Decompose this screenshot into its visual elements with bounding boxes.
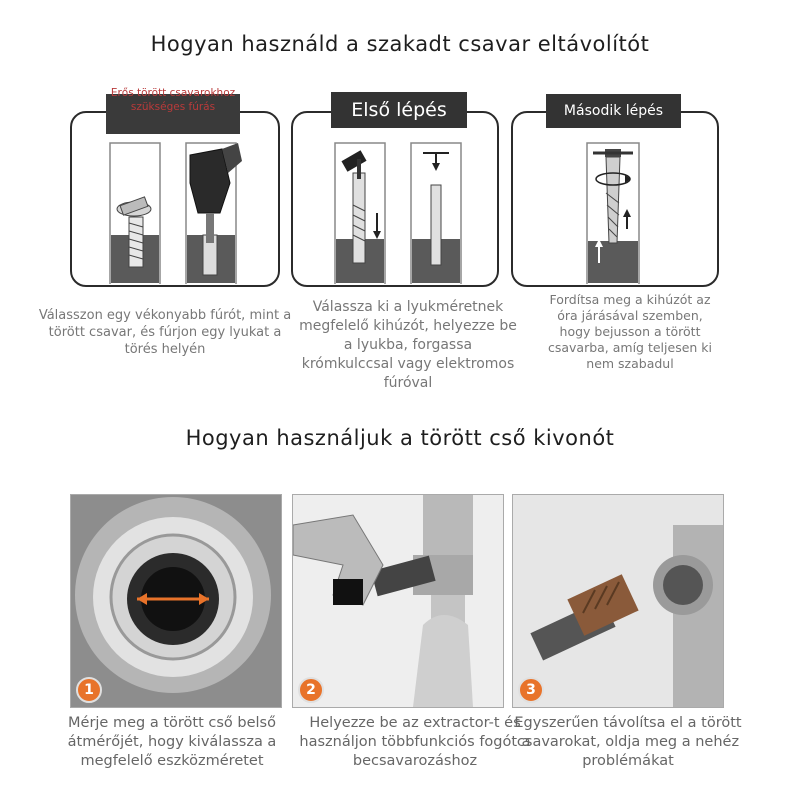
photo-insert-extractor <box>292 494 504 708</box>
photo-caption-3: Egyszerűen távolítsa el a törött csavarokat, oldja meg a nehéz problémákat <box>514 715 742 769</box>
step-caption-drill: Válasszon egy vékonyabb fúrót, mint a törött csavar, és fúrjon egy lyukat a törés helyén <box>38 308 292 357</box>
step-tag-drill <box>106 87 240 134</box>
step-panel-drill <box>70 111 280 287</box>
step-tag-second: Második lépés <box>546 94 681 128</box>
photo-measure-pipe <box>70 494 282 708</box>
photo-caption-2: Helyezze be az extractor-t és használjon többfunkciós fogót a becsavarozáshoz <box>299 715 531 769</box>
step-panel-second <box>511 111 719 287</box>
step-caption-second: Fordítsa meg a kihúzót az óra járásával szemben, hogy bejusson a törött csavarba, amíg teljesen ki nem szabadul <box>547 292 713 371</box>
step-caption-first: Válassza ki a lyukméretnek megfelelő kihúzót, helyezze be a lyukba, forgassa krómkulccsal vagy elektromos fúróval <box>299 299 517 391</box>
step-number-1: 1 <box>76 677 102 703</box>
step-number-2: 2 <box>298 677 324 703</box>
wrench-extractor-photo <box>293 495 503 707</box>
turn-extractor-illustration <box>513 113 716 284</box>
step-number-3: 3 <box>518 677 544 703</box>
broken-pipe-photo <box>71 495 281 707</box>
insert-extractor-illustration <box>293 113 496 284</box>
step-panel-first <box>291 111 499 287</box>
photo-caption-1: Mérje meg a törött cső belső átmérőjét, hogy kiválassza a megfelelő eszközméretet <box>67 715 277 769</box>
drill-warning-text: Erős törött csavarokhoz szükséges fúrás <box>110 87 236 113</box>
step-tag-first: Első lépés <box>331 92 467 128</box>
extracted-screw-photo <box>513 495 723 707</box>
drill-illustration <box>72 113 277 284</box>
photo-remove-screw <box>512 494 724 708</box>
section1-title: Hogyan használd a szakadt csavar eltávolítót <box>150 32 650 56</box>
section2-title: Hogyan használjuk a törött cső kivonót <box>185 426 615 450</box>
